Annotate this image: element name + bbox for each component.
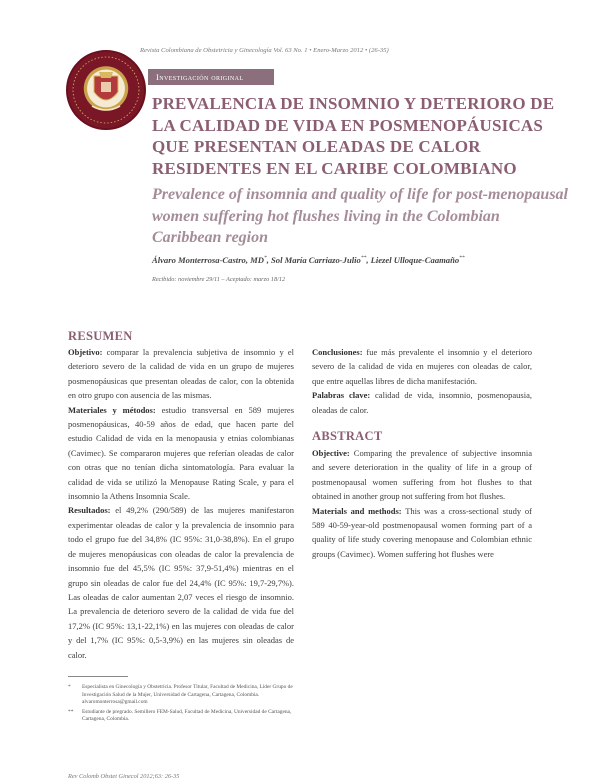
article-title-spanish: PREVALENCIA DE INSOMNIO Y DETERIORO DE LA CALIDAD DE VIDA EN POSMENOPÁUSICAS QUE PRESENTAN OLEADAS DE CALOR RESIDENTES EN EL CARIBE COLOMBIANO [152,94,555,178]
materiales-label: Materiales y métodos: [68,404,156,415]
author-separator: , [366,255,371,265]
materiales-text: estudio transversal en 589 mujeres posmenopáusicas, 40-59 años de edad, que hacen parte del estudio Calidad de vida en la menopausia y etnias colombianas (Cavimec). Se compararon mujeres que referían oleadas de calor con otras que no tenían dicha sintomatología. Para evaluar la calidad de vida se utilizó la Menopause Rating Scale, y para el insomnio la Athens Insomnia Scale. [68,404,294,502]
journal-footer: Rev Colomb Obstet Ginecol 2012;63: 26-35 [68,773,180,780]
footnote [68,684,294,707]
article-title-english: Prevalence of insomnia and quality of life for post-menopausal women suffering hot flushes living in the Colombian Caribbean region [152,186,568,246]
materials-label: Materials and methods: [312,505,402,516]
author-affiliation-mark: ** [459,255,465,262]
abstract-objective [312,446,532,504]
author-name: Álvaro Monterrosa-Castro, MD [152,255,264,265]
section-tag: Investigación original [148,69,274,85]
resumen-palabras-clave [312,388,532,417]
palabras-clave-label: Palabras clave: [312,390,371,401]
objetivo-label: Objetivo: [68,347,103,357]
author-name: Liezel Ulloque-Caamaño [370,255,460,265]
received-accepted-dates: Recibido: noviembre 29/11 – Aceptado: marzo 18/12 [152,276,286,283]
author-affiliation-mark: ** [360,255,367,262]
resumen-resultados [68,503,294,661]
objetivo-text: comparar la prevalencia subjetiva de insomnio y el deterioro severo de la calidad de vida en un grupo de mujeres posmenopáusicas que presentan oleadas de calor, con la obtenida en otro grupo con ausencia de las mismas. [68,347,295,401]
journal-header: Revista Colombiana de Obstetricia y Ginecología Vol. 63 No. 1 • Enero-Marzo 2012 • (26-35) [140,47,389,54]
footnote-divider [68,676,128,677]
university-seal-logo [66,50,146,130]
author-name: Sol María Carriazo-Julio [271,255,361,265]
footnote-mark: * [68,684,71,690]
resumen-conclusiones [312,345,532,388]
resumen-heading: RESUMEN [68,329,133,343]
resumen-materiales [68,403,294,504]
conclusiones-label: Conclusiones: [312,347,363,357]
abstract-column-left [68,345,294,662]
footnote [68,709,294,724]
author-list [152,255,582,265]
objective-text: Comparing the prevalence of subjective insomnia and severe deterioration in the quality of life in a group of postmenopausal women suffering from hot flushes to that obtained in another group not suffering from hot flushes. [312,448,532,502]
resultados-label: Resultados: [68,505,111,516]
conclusiones-text: fue más prevalente el insomnio y el deterioro severo de la calidad de vida en mujeres con oleadas de calor, que entre aquellas libres de dicha manifestación. [312,347,533,386]
footnotes [68,684,294,726]
footnote-text: Especialista en Ginecología y Obstetricia. Profesor Titular, Facultad de Medicina, Líder Grupo de Investigación Salud de la Mujer, Universidad de Cartagena, Cartagena, Colombia. alvaromonterrosa@gmail.com [82,684,293,706]
abstract-heading: ABSTRACT [312,429,383,444]
abstract-materials [312,504,532,562]
objective-label: Objective: [312,448,350,459]
seal-emblem-icon [68,52,144,128]
footnote-mark: ** [68,708,74,715]
materials-text: This was a cross-sectional study of 589 40-59-year-old postmenopausal women forming part of a quality of life study covering menopause and Colombian ethnic groups (Cavimec). Women suffering hot flushes were [312,505,532,559]
author-separator: , [266,255,272,265]
resumen-objetivo [68,345,294,403]
abstract-column-right [312,345,532,561]
palabras-clave-text: calidad de vida, insomnio, posmenopausia, oleadas de calor. [312,390,532,415]
author-affiliation-mark: * [263,255,267,262]
resultados-text: el 49,2% (290/589) de las mujeres manifestaron experimentar oleadas de calor y la prevalencia de insomnio para todo el grupo fue del 34,8% (IC 95%: 31,0-38,8%). En el grupo de mujeres menopáusicas con oleadas de calor la prevalencia de insomnio fue del 45,5% (IC 95%: 37,9-51,4%) mientras en el grupo sin oleadas de calor fue del 24,4% (IC 95%: 19,7-29,7%). Las oleadas de calor aumentan 2,07 veces el riesgo de insomnio. La prevalencia de deterioro severo de la calidad de vida fue del 17,2% (IC 95%: 13,1-22,1%) en las mujeres con oleadas de calor y del 1,7% (IC 95%: 0,5-3,9%) en las mujeres sin oleadas de calor. [68,505,294,660]
footnote-text: Estudiante de pregrado. Semillero FEM-Salud, Facultad de Medicina, Universidad de Cartagena, Cartagena, Colombia. [82,708,292,723]
